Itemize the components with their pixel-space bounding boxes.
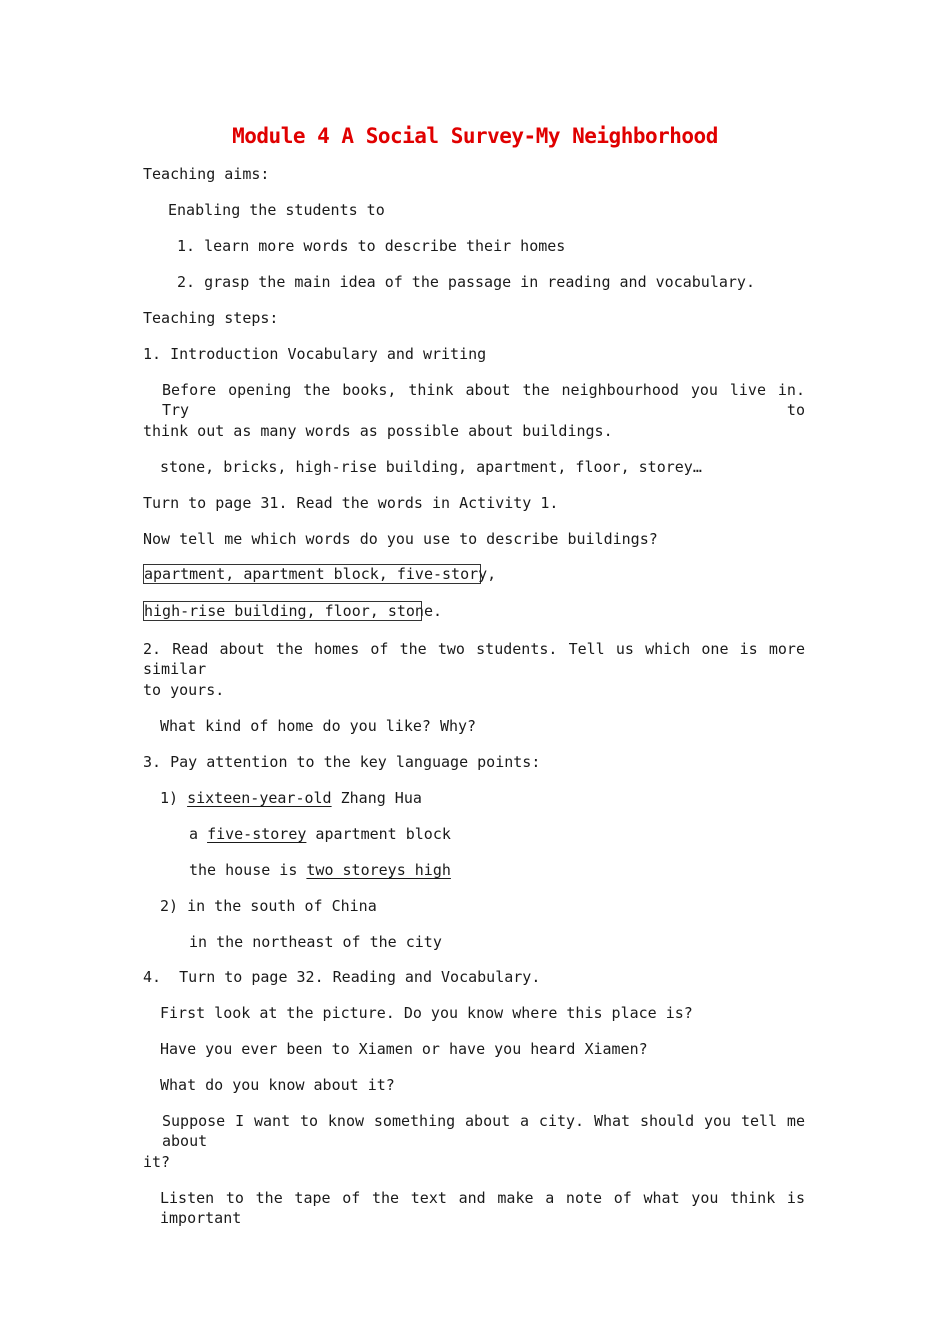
steps-heading: Teaching steps: xyxy=(143,309,279,327)
step4-heading: 4. Turn to page 32. Reading and Vocabulary. xyxy=(143,968,541,986)
aims-heading: Teaching aims: xyxy=(143,165,270,183)
aim-item-1 xyxy=(177,236,565,256)
aim-number: 1. xyxy=(177,237,196,255)
answer-box-line1: apartment, apartment block, five-story, xyxy=(144,565,497,583)
underlined-phrase: sixteen-year-old xyxy=(187,789,332,807)
step2-question: What kind of home do you like? Why? xyxy=(160,717,477,735)
language-point-1 xyxy=(160,788,422,808)
step4-question-2: Have you ever been to Xiamen or have you heard Xiamen? xyxy=(160,1040,648,1058)
language-point-1c xyxy=(189,860,451,880)
aim-text: grasp the main idea of the passage in reading and vocabulary. xyxy=(204,273,755,291)
phrase-rest: apartment block xyxy=(306,825,451,843)
step2-line2: to yours. xyxy=(143,681,225,699)
underlined-phrase: two storeys high xyxy=(306,861,451,879)
point-number: 1) xyxy=(160,789,179,807)
step1-paragraph-line2: think out as many words as possible about buildings. xyxy=(143,422,613,440)
language-point-1b xyxy=(189,824,451,844)
aim-item-2 xyxy=(177,272,755,292)
step4-question-1: First look at the picture. Do you know where this place is? xyxy=(160,1004,693,1022)
step1-paragraph-line1: Before opening the books, think about the neighbourhood you live in. Try to xyxy=(162,381,805,419)
page-title: Module 4 A Social Survey-My Neighborhood xyxy=(232,124,718,148)
step1-turn: Turn to page 31. Read the words in Activity 1. xyxy=(143,494,559,512)
aim-number: 2. xyxy=(177,273,196,291)
aims-intro: Enabling the students to xyxy=(168,201,385,219)
step1-words: stone, bricks, high-rise building, apartment, floor, storey… xyxy=(160,458,702,476)
step2-line1: 2. Read about the homes of the two students. Tell us which one is more similar xyxy=(143,640,805,678)
underlined-phrase: five-storey xyxy=(207,825,307,843)
step4-question-4-line1: Suppose I want to know something about a city. What should you tell me about xyxy=(162,1112,805,1150)
step1-question: Now tell me which words do you use to describe buildings? xyxy=(143,530,658,548)
language-point-2: 2) in the south of China xyxy=(160,897,377,915)
step4-question-4-line2: it? xyxy=(143,1153,171,1171)
phrase-prefix: a xyxy=(189,825,208,843)
step1-heading: 1. Introduction Vocabulary and writing xyxy=(143,345,487,363)
step4-listen: Listen to the tape of the text and make a note of what you think is important xyxy=(160,1189,805,1227)
language-point-2b: in the northeast of the city xyxy=(189,933,442,951)
phrase-prefix: the house is xyxy=(189,861,307,879)
answer-box-line2: high-rise building, floor, stone. xyxy=(144,602,443,620)
step3-heading: 3. Pay attention to the key language points: xyxy=(143,753,541,771)
phrase-rest: Zhang Hua xyxy=(331,789,422,807)
aim-text: learn more words to describe their homes xyxy=(204,237,566,255)
step4-question-3: What do you know about it? xyxy=(160,1076,395,1094)
